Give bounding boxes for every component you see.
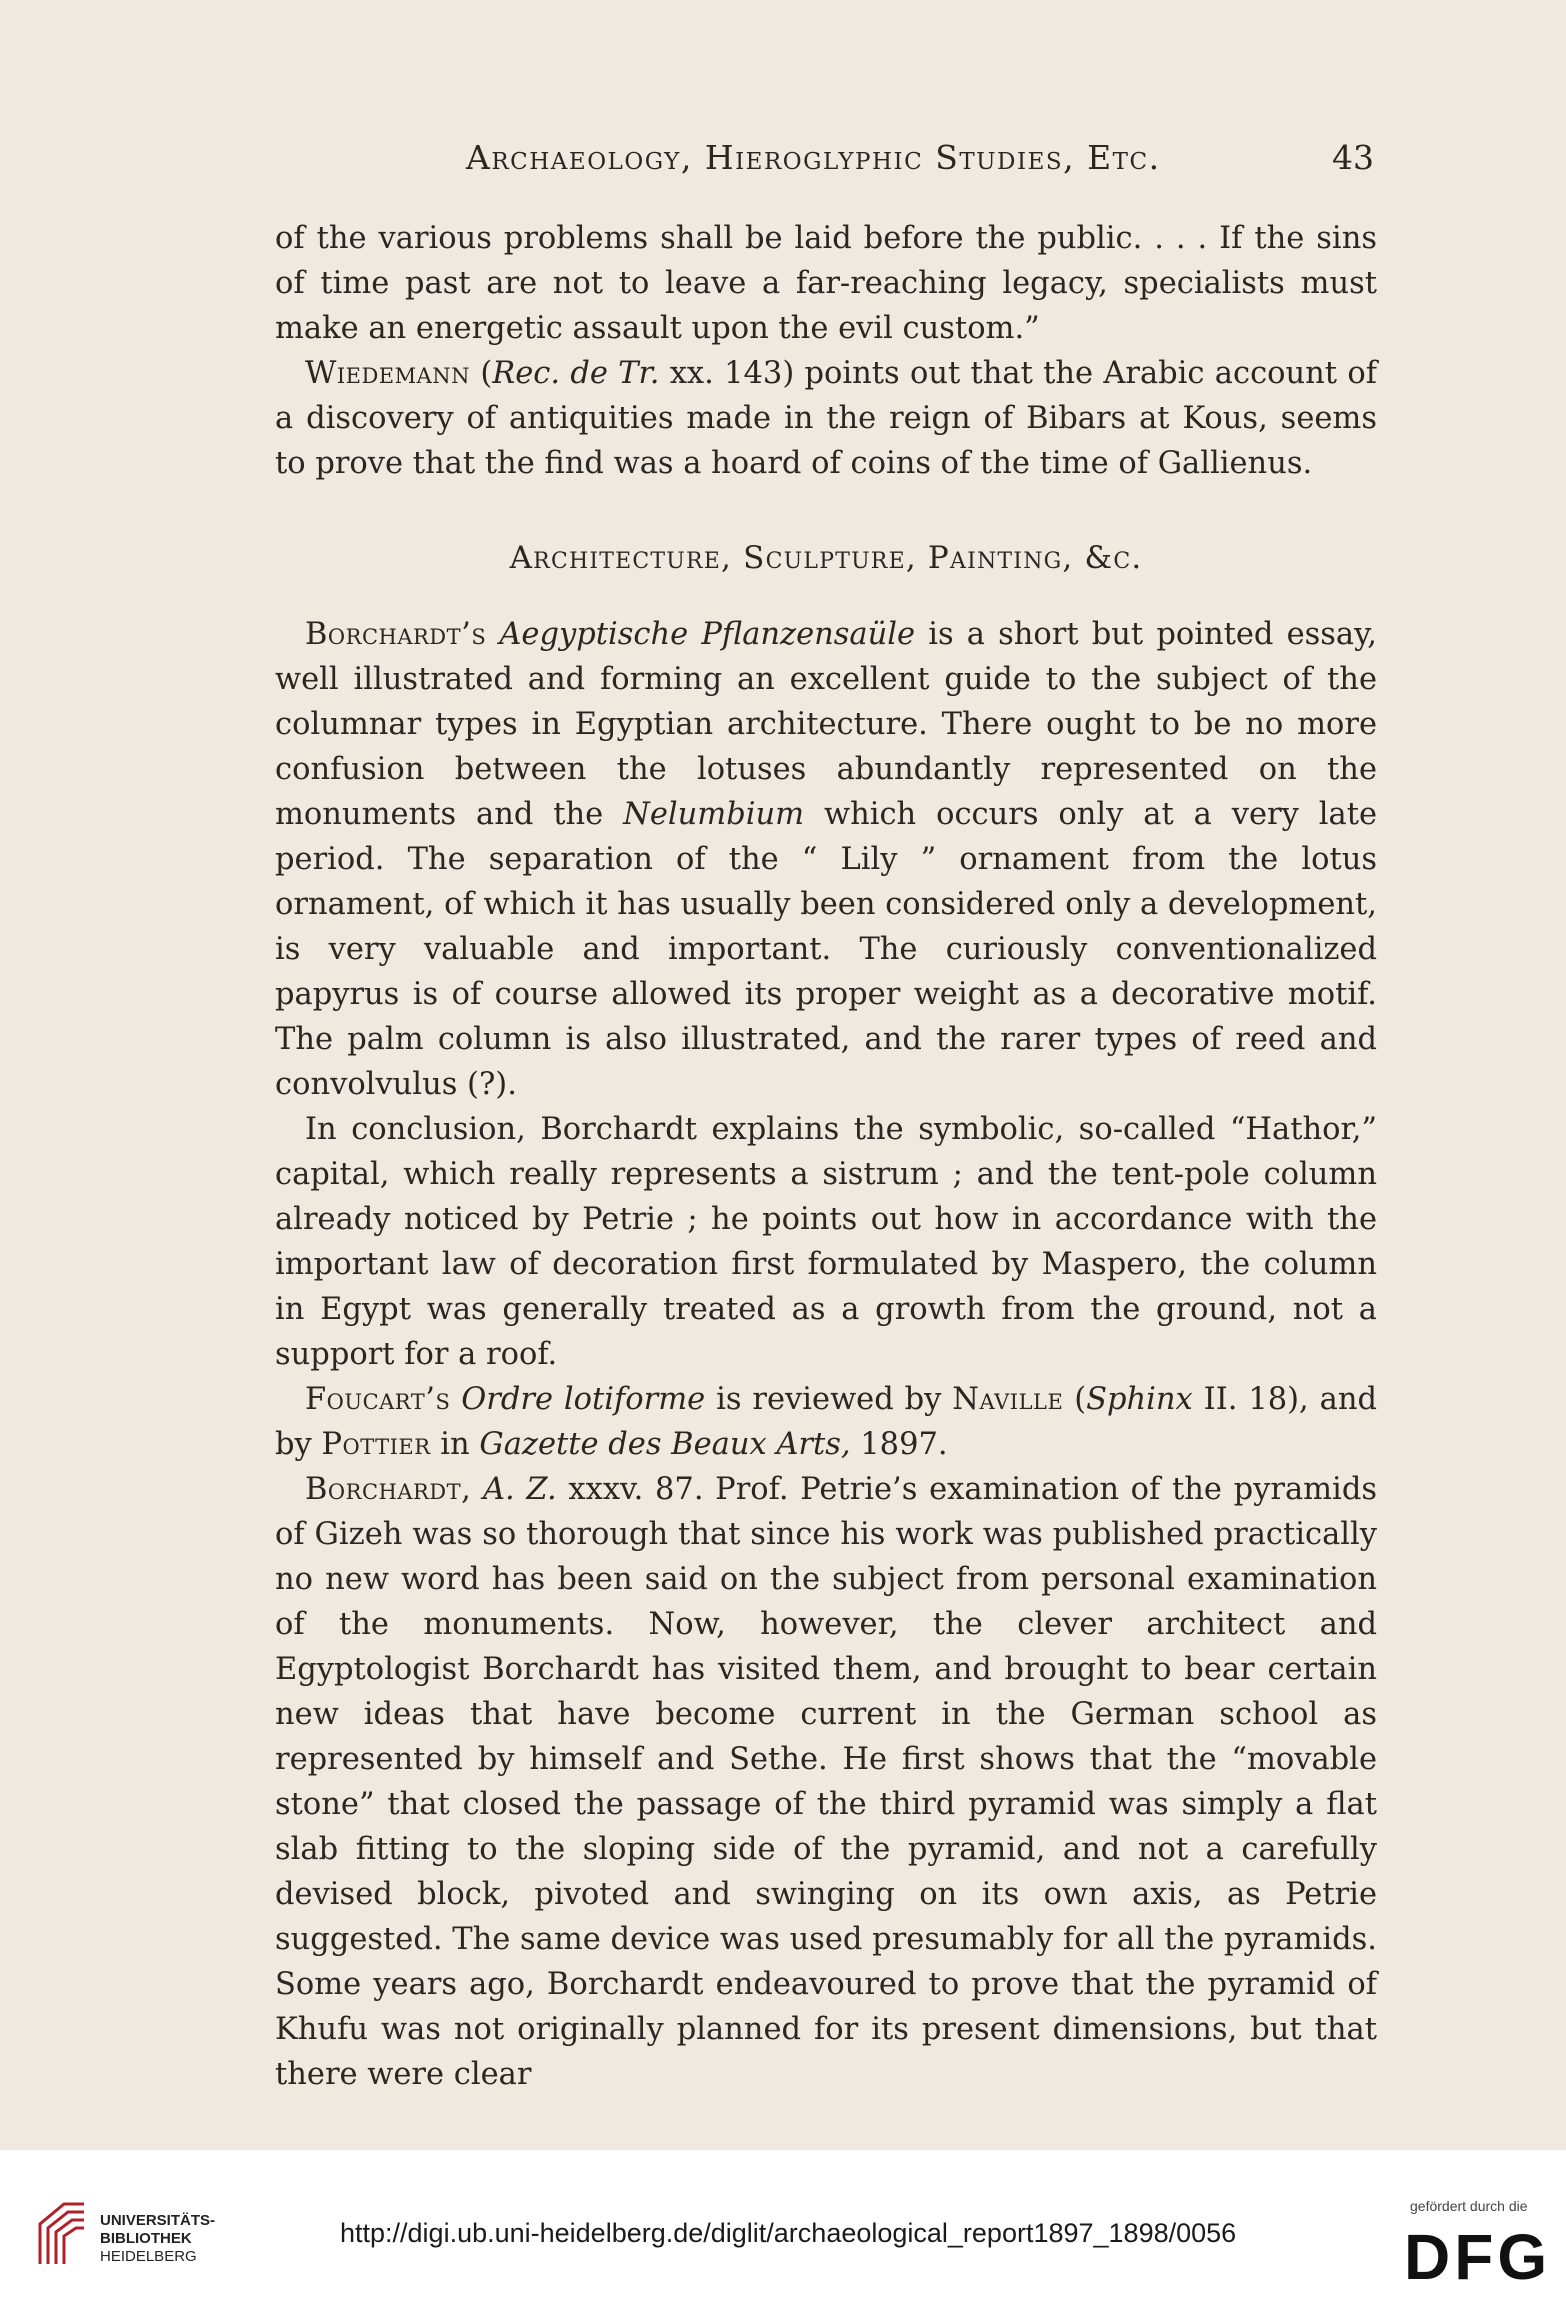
text-run: 1897. [850,1427,948,1462]
author-name: Naville [952,1382,1064,1417]
paragraph-foucart [275,1377,1377,1467]
journal-ref: Gazette des Beaux Arts, [479,1427,851,1462]
section-heading: Architecture, Sculpture, Painting, &c. [509,540,1143,576]
text-run: in [430,1427,480,1462]
author-name: Borchardt, [305,1472,472,1507]
text-run: ( [1063,1382,1087,1417]
taxon-name: Nelumbium [623,797,805,832]
author-name: Borchardt’s [305,617,487,652]
funding-note: gefördert durch die [1410,2198,1528,2214]
permalink-url[interactable]: http://digi.ub.uni-heidelberg.de/diglit/archaeological_report1897_1898/0056 [340,2218,1237,2248]
work-title: Aegyptische Pflanzensaüle [499,617,916,652]
paragraph-pyramids [275,1467,1377,2097]
author-name: Pottier [321,1427,431,1462]
work-title: Ordre lotiforme [461,1382,706,1417]
text-run: ( [470,356,493,391]
journal-ref: A. Z. [483,1472,557,1507]
text-run: is a short but pointed essay, well illustrated and forming an excellent guide to the subject of the columnar types in Egyptian architecture. There ought to be no more confusion between the lotuses abundantly represented on the monuments and the [275,617,1377,832]
running-head [0,138,1566,188]
text-run: xx. 143) points out that the Arabic account of a discovery of antiquities made in the reign of Bibars at Kous, seems to prove that the find was a hoard of coins of the time of Gallienus. [275,356,1377,481]
text-run: xxxv. 87. Prof. Petrie’s examination of the pyramids of Gizeh was so thorough that since his work was published practically no new word has been said on the subject from personal examination of the monuments. Now, however, the clever architect and Egyptologist Borchardt has visited them, and brought to bear certain new ideas that have become current in the German school as represented by himself and Sethe. He first shows that the “movable stone” that closed the passage of the third pyramid was simply a flat slab fitting to the sloping side of the pyramid, and not a carefully devised block, pivoted and swinging on its own axis, as Petrie suggested. The same device was used presumably for all the pyramids. Some years ago, Borchardt endeavoured to prove that the pyramid of Khufu was not originally planned for its present dimensions, but that there were clear [275,1472,1377,2092]
text-run: is reviewed by [705,1382,953,1417]
journal-ref: Rec. de Tr. [492,356,660,391]
library-name-line: BIBLIOTHEK [100,2230,192,2247]
library-name-line: UNIVERSITÄTS- [100,2212,216,2229]
running-head-title: Archaeology, Hieroglyphic Studies, Etc. [466,138,1161,177]
paragraph-conclusion: In conclusion, Borchardt explains the symbolic, so-called “Hathor,” capital, which really represents a sistrum ; and the tent-pole column already noticed by Petrie ; he points out how in accordance with the important law of decoration first formulated by Maspero, the column in Egypt was generally treated as a growth from the ground, not a support for a roof. [275,1112,1377,1372]
body-text [275,216,1377,2097]
paragraph-wiedemann [275,351,1377,486]
digitization-footer [0,2150,1566,2312]
paragraph-1: of the various problems shall be laid before the public. . . . If the sins of time past are not to leave a far-reaching legacy, specialists must make an energetic assault upon the evil custom.” [275,221,1377,346]
journal-ref: Sphinx [1086,1382,1193,1417]
page-number: 43 [1332,138,1374,177]
paragraph-borchardt-essay [275,612,1377,1107]
library-name [100,2212,215,2266]
text-run: II. 18), and by [275,1382,1377,1462]
library-logo-icon [34,2198,90,2270]
dfg-logo: DFG [1404,2221,1552,2293]
text-run: which occurs only at a very late period. The separation of the “ Lily ” ornament from the lotus ornament, of which it has usually been considered only a development, is very valuable and important. The curiously conventionalized papyrus is of course allowed its proper weight as a decorative motif. The palm column is also illustrated, and the rarer types of reed and convolvulus (?). [275,797,1378,1102]
author-name: Wiedemann [305,356,471,391]
author-name: Foucart’s [305,1382,451,1417]
library-name-line: HEIDELBERG [100,2248,197,2265]
